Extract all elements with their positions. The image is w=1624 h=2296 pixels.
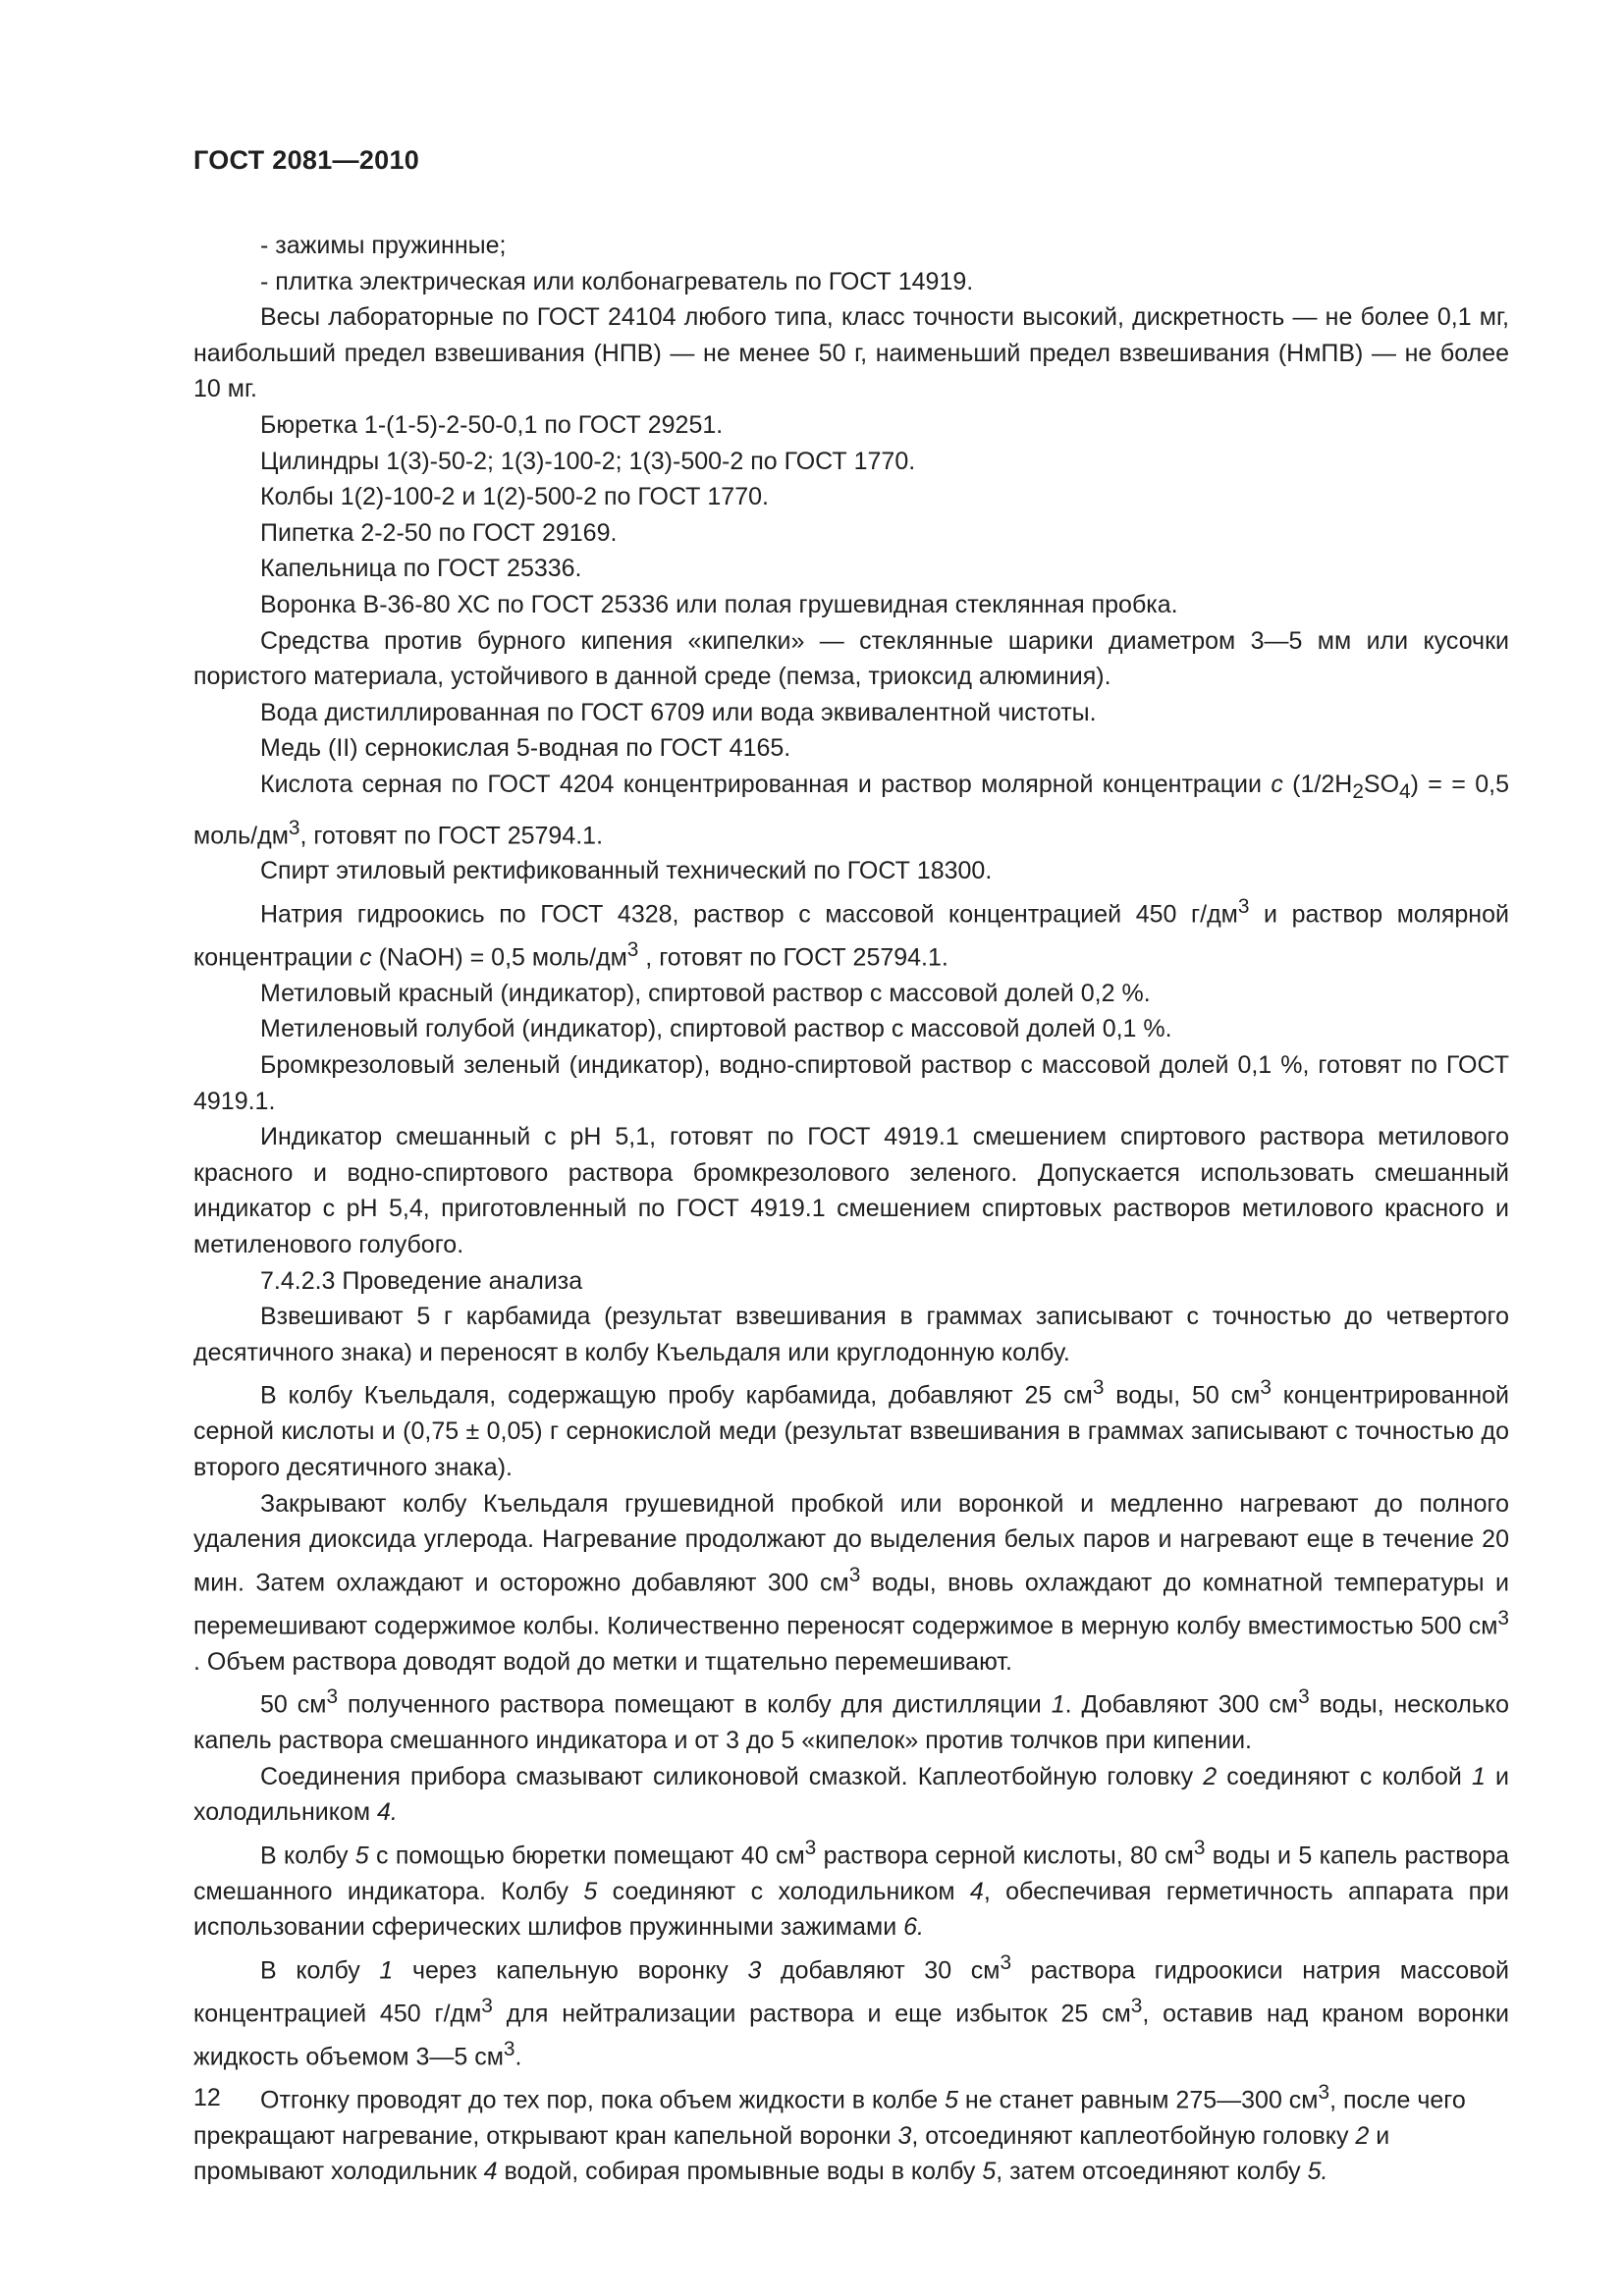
paragraph: Натрия гидроокись по ГОСТ 4328, раствор с массовой концентрацией 450 $г/дм^3$ и раствор молярной концентрации с (NaOH) = 0,5 моль/$дм^3$ , готовят по ГОСТ 25794.1.	[193, 895, 1509, 972]
paragraph: Метиленовый голубой (индикатор), спиртовой раствор с массовой долей 0,1 %.	[260, 1015, 1172, 1043]
paragraph: Цилиндры 1(3)-50-2; 1(3)-100-2; 1(3)-500-2 по ГОСТ 1770.	[260, 447, 916, 475]
paragraph: Кислота серная по ГОСТ 4204 концентрированная и раствор молярной концентрации с $(1/2H_2SO_4)$ = = 0,5 моль/$дм^3$, готовят по ГОСТ 25794.1.	[193, 770, 1509, 849]
paragraph: Капельница по ГОСТ 25336.	[260, 555, 582, 583]
paragraph: Бюретка 1-(1-5)-2-50-0,1 по ГОСТ 29251.	[260, 410, 724, 439]
paragraph: Медь (II) сернокислая 5-водная по ГОСТ 4165.	[260, 734, 791, 763]
paragraph: - зажимы пружинные;	[260, 232, 507, 259]
document-header: ГОСТ 2081—2010	[193, 145, 420, 175]
paragraph: Соединения прибора смазывают силиконовой смазкой. Каплеотбойную головку 2 соединяют с колбой 1 и холодильником 4.	[193, 1762, 1509, 1827]
paragraph: Средства против бурного кипения «кипелки» — стеклянные шарики диаметром 3—5 мм или кусочки пористого материала, устойчивого в данной среде (пемза, триоксид алюминия).	[193, 626, 1509, 691]
paragraph: Метиловый красный (индикатор), спиртовой раствор с массовой долей 0,2 %.	[260, 979, 1151, 1007]
paragraph: Индикатор смешанный с рН 5,1, готовят по ГОСТ 4919.1 смешением спиртового раствора метилового красного и водно-спиртового раствора бромкрезолового зеленого. Допускается использовать смешанный индикатор с рН 5,4, приготовленный по ГОСТ 4919.1 смешением спиртовых растворов метилового красного и метиленового голубого.	[193, 1123, 1509, 1259]
paragraph: - плитка электрическая или колбонагреватель по ГОСТ 14919.	[260, 267, 974, 295]
paragraph: 50 $см^3$ полученного раствора помещают в колбу для дистилляции 1. Добавляют 300 $см^3$ воды, несколько капель раствора смешанного индикатора и от 3 до 5 «кипелок» против толчков при кипении.	[193, 1685, 1509, 1755]
paragraph: Весы лабораторные по ГОСТ 24104 любого типа, класс точности высокий, дискретность — не более 0,1 мг, наибольший предел взвешивания (НПВ) — не менее 50 г, наименьший предел взвешивания (НмПВ) — не более 10 мг.	[193, 303, 1509, 403]
paragraph: Вода дистиллированная по ГОСТ 6709 или вода эквивалентной чистоты.	[260, 698, 1097, 726]
paragraph: В колбу 5 с помощью бюретки помещают 40 $см^3$ раствора серной кислоты, 80 $см^3$ воды и 5 капель раствора смешанного индикатора. Колбу 5 соединяют с холодильником 4, обеспечивая герметичность аппарата при использовании сферических шлифов пружинными зажимами 6.	[193, 1836, 1509, 1942]
page-number: 12	[193, 2084, 221, 2111]
paragraph: Воронка В-36-80 ХС по ГОСТ 25336 или полая грушевидная стеклянная пробка.	[260, 590, 1178, 618]
paragraph: Спирт этиловый ректификованный технический по ГОСТ 18300.	[260, 857, 993, 885]
paragraph: Колбы 1(2)-100-2 и 1(2)-500-2 по ГОСТ 1770.	[260, 483, 769, 511]
paragraph: 7.4.2.3 Проведение анализа	[260, 1266, 583, 1295]
paragraph: Бромкрезоловый зеленый (индикатор), водно-спиртовой раствор с массовой долей 0,1 %, готовят по ГОСТ 4919.1.	[193, 1051, 1509, 1115]
paragraph: В колбу 1 через капельную воронку 3 добавляют 30 $см^3$ раствора гидроокиси натрия массовой концентрацией 450 $г/дм^3$ для нейтрализации раствора и еще избыток 25 $см^3$, оставив над краном воронки жидкость объемом 3—5 $см^3$.	[193, 1950, 1510, 2071]
paragraph: Пипетка 2-2-50 по ГОСТ 29169.	[260, 518, 618, 547]
paragraph: Закрывают колбу Къельдаля грушевидной пробкой или воронкой и медленно нагревают до полного удаления диоксида углерода. Нагревание продолжают до выделения белых паров и нагревают еще в течение 20 мин. Затем охлаждают и осторожно добавляют 300 $см^3$ воды, вновь охлаждают до комнатной температуры и перемешивают содержимое колбы. Количественно переносят содержимое в мерную колбу вместимостью 500 $см^3$ . Объем раствора доводят водой до метки и тщательно перемешивают.	[193, 1489, 1509, 1676]
paragraph: В колбу Къельдаля, содержащую пробу карбамида, добавляют 25 $см^3$ воды, 50 $см^3$ концентрированной серной кислоты и (0,75 ± 0,05) г сернокислой меди (результат взвешивания в граммах записывают с точностью до второго десятичного знака).	[193, 1376, 1509, 1481]
document-body	[193, 228, 1509, 2190]
paragraph: Отгонку проводят до тех пор, пока объем жидкости в колбе 5 не станет равным 275—300 $см^3$, после чего прекращают нагревание, открывают кран капельной воронки 3, отсоединяют каплеотбойную головку 2 и промывают холодильник 4 водой, собирая промывные воды в колбу 5, затем отсоединяют колбу 5.	[193, 2080, 1466, 2186]
paragraph: Взвешивают 5 г карбамида (результат взвешивания в граммах записывают с точностью до четвертого десятичного знака) и переносят в колбу Къельдаля или круглодонную колбу.	[193, 1303, 1509, 1366]
